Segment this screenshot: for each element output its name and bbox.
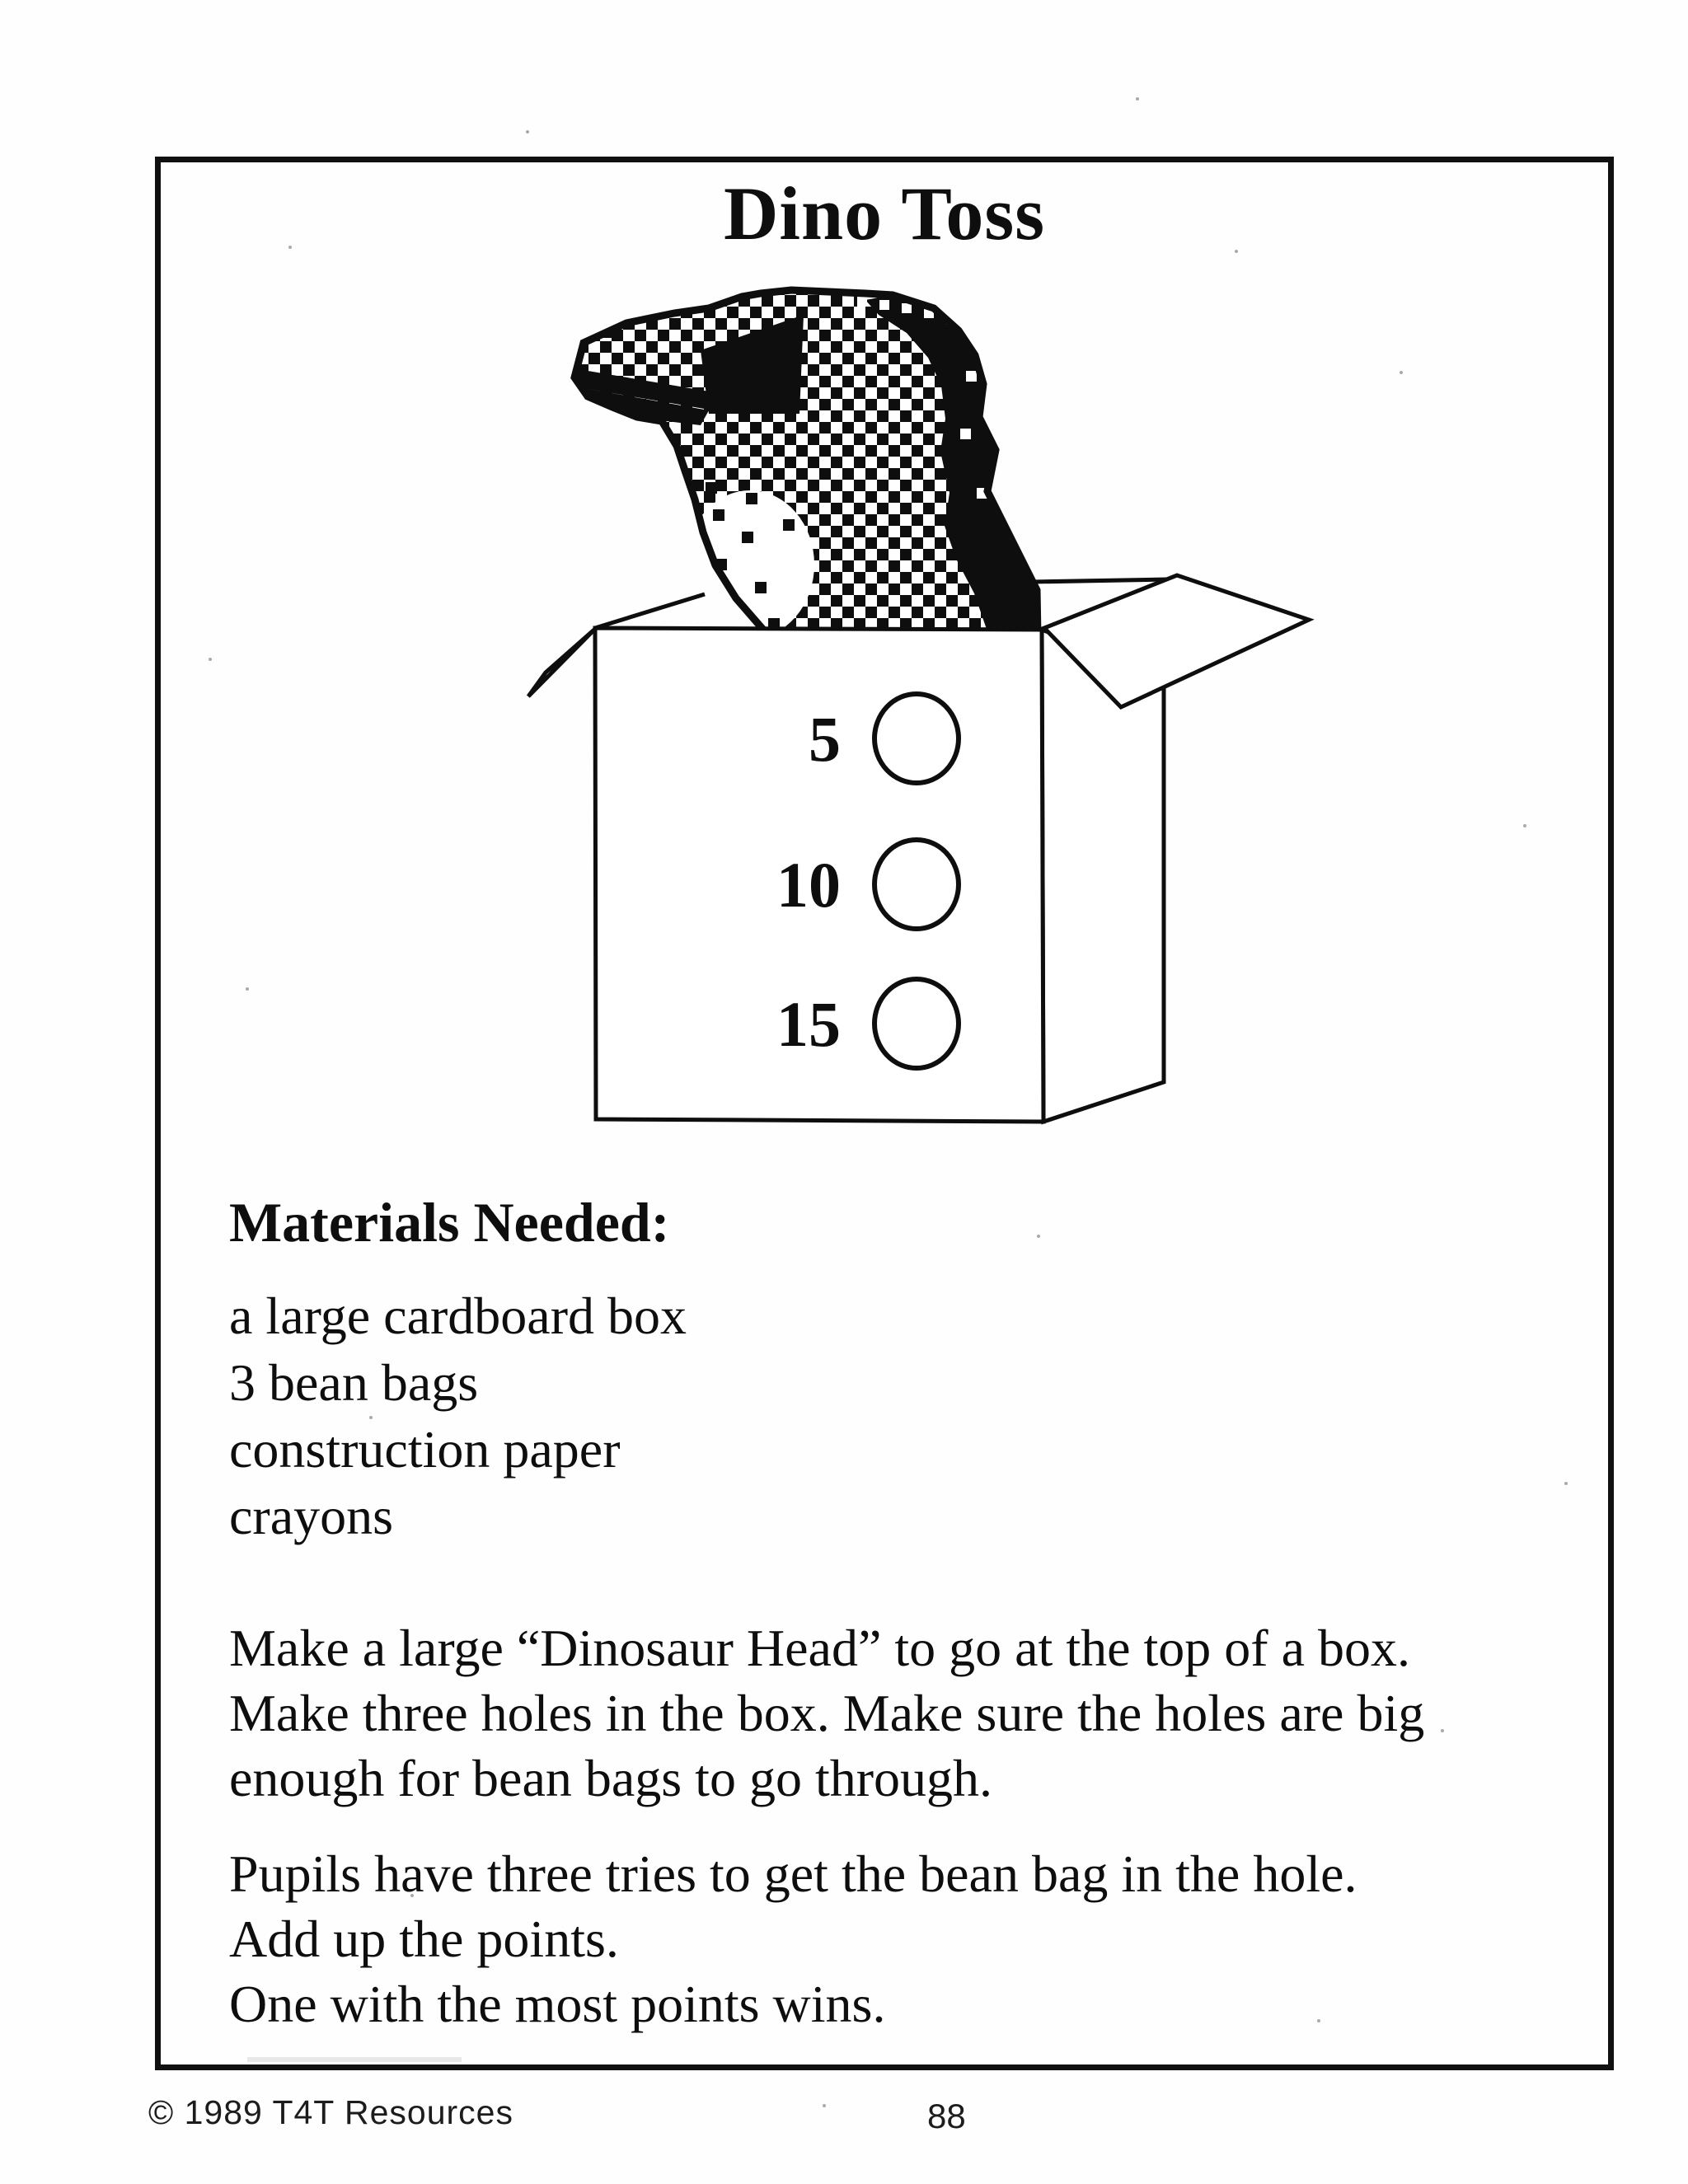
- instruction-line: Add up the points.: [229, 1910, 619, 1968]
- page-title: Dino Toss: [723, 171, 1046, 255]
- hole-circle-5: [874, 694, 959, 783]
- hole-label-5: 5: [809, 703, 841, 775]
- box-side-face: [1042, 630, 1164, 1122]
- instruction-line: Pupils have three tries to get the bean bag in the hole.: [229, 1844, 1357, 1903]
- page-number: 88: [927, 2097, 966, 2135]
- instruction-line: Make a large “Dinosaur Head” to go at the top of a box.: [229, 1619, 1410, 1677]
- hole-label-15: 15: [776, 988, 841, 1060]
- materials-item: a large cardboard box: [229, 1286, 687, 1345]
- materials-item: 3 bean bags: [229, 1353, 479, 1412]
- footer-copyright: © 1989 T4T Resources: [148, 2093, 513, 2131]
- box-left-flap: [528, 629, 595, 696]
- materials-item: construction paper: [229, 1420, 621, 1479]
- hole-circle-10: [874, 840, 959, 929]
- hole-label-10: 10: [776, 849, 841, 921]
- dino-toss-illustration: [462, 272, 1368, 1154]
- materials-list: [229, 1282, 687, 1549]
- hole-circle-15: [874, 979, 959, 1068]
- instruction-line: One with the most points wins.: [229, 1975, 886, 2033]
- instruction-line: Make three holes in the box. Make sure the holes are big: [229, 1684, 1425, 1742]
- instructions-paragraph-1: [229, 1615, 1424, 1811]
- materials-item: crayons: [229, 1487, 394, 1545]
- instructions-paragraph-2: [229, 1841, 1357, 2036]
- materials-heading: Materials Needed:: [229, 1191, 670, 1254]
- instruction-line: enough for bean bags to go through.: [229, 1749, 993, 1807]
- dinosaur-head-image: [569, 290, 1038, 639]
